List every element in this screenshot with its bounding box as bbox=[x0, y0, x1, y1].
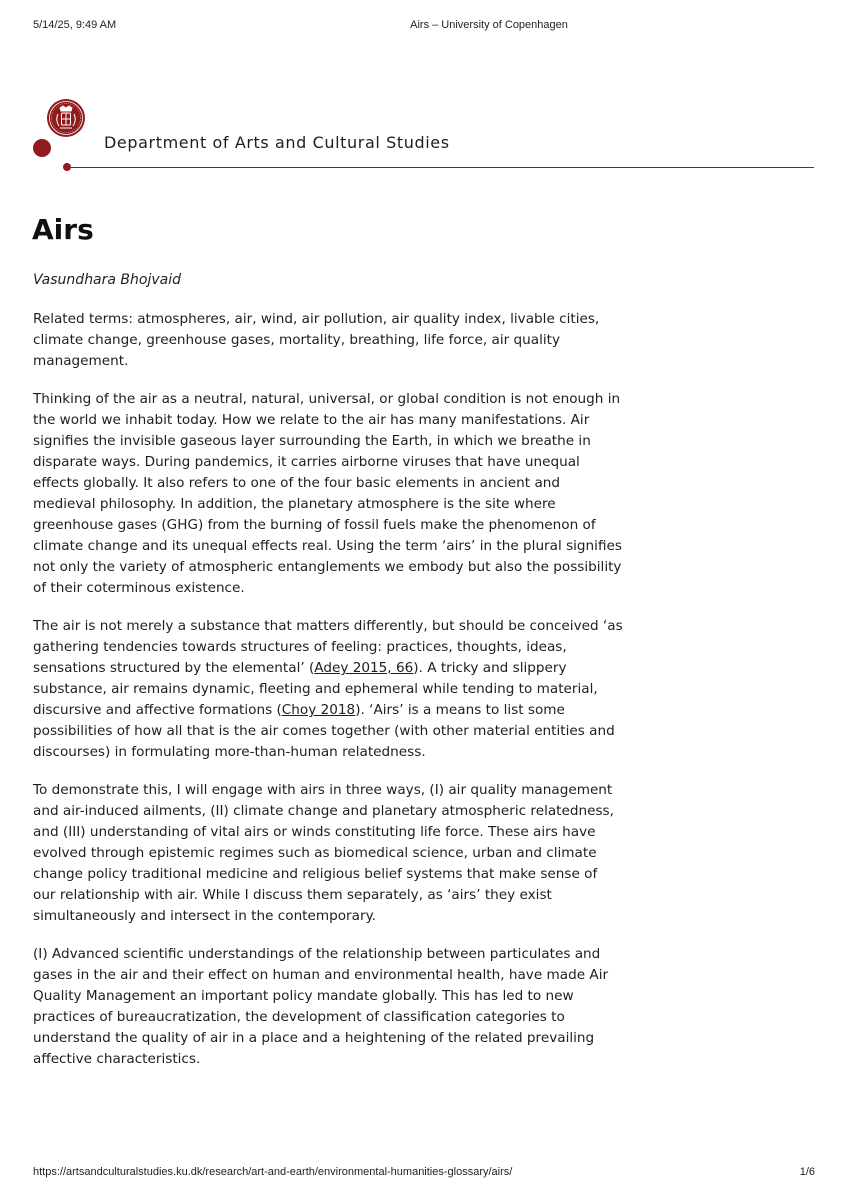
related-terms: Related terms: atmospheres, air, wind, air pollution, air quality index, livable cities, climate change, greenhouse gases, mortality, breathing, life force, air quality management. bbox=[33, 311, 600, 369]
author-name: Vasundhara Bhojvaid bbox=[33, 272, 181, 288]
print-datetime: 5/14/25, 9:49 AM bbox=[33, 19, 117, 31]
paragraph-2 bbox=[33, 616, 623, 763]
university-logo[interactable] bbox=[30, 98, 88, 174]
paragraph-2-text-3: ). ‘Airs’ is a means to list some possibilities of how all that is the air comes together (with other material entities and discourses) in formulating more-than-human relatedness. bbox=[33, 702, 615, 760]
print-page-title: Airs – University of Copenhagen bbox=[410, 19, 568, 31]
paragraph-1: Thinking of the air as a neutral, natural, universal, or global condition is not enough in the world we inhabit today. How we relate to the air has many manifestations. Air signifies the invisible gaseous layer surrounding the Earth, in which we breathe in disparate ways. During pandemics, it carries airborne viruses that have unequal effects globally. It also refers to one of the four basic elements in ancient and medieval philosophy. In addition, the planetary atmosphere is the site where greenhouse gases (GHG) from the burning of fossil fuels make the phenomenon of climate change and its unequal effects real. Using the term ‘airs’ in the plural signifies not only the variety of atmospheric entanglements we embody but also the possibility of their coterminous existence. bbox=[33, 391, 622, 596]
print-page-number: 1/6 bbox=[799, 1166, 815, 1178]
header-divider bbox=[68, 167, 814, 168]
university-seal-icon bbox=[30, 98, 88, 174]
page-title: Airs bbox=[32, 213, 94, 246]
print-url: https://artsandculturalstudies.ku.dk/research/art-and-earth/environmental-humanities-glossary/airs/ bbox=[33, 1166, 513, 1178]
paragraph-2-text-2: ). A tricky and slippery substance, air remains dynamic, fleeting and ephemeral while tending to material, discursive and affective formations ( bbox=[33, 660, 598, 718]
citation-link-adey[interactable]: Adey 2015, 66 bbox=[314, 660, 414, 676]
article-body bbox=[33, 309, 623, 1087]
print-footer bbox=[0, 1166, 850, 1180]
paragraph-4: (I) Advanced scientific understandings of the relationship between particulates and gases in the air and their effect on human and environmental health, have made Air Quality Management an important policy mandate globally. This has led to new practices of bureaucratization, the development of classification categories to understand the quality of air in a place and a heightening of the related prevailing affective characteristics. bbox=[33, 946, 609, 1067]
department-name[interactable]: Department of Arts and Cultural Studies bbox=[104, 133, 450, 152]
paragraph-2-text-1: The air is not merely a substance that matters differently, but should be conceived ‘as gathering tendencies towards structures of feeling: practices, thoughts, ideas, sensations structured by the elemental’ ( bbox=[33, 618, 623, 676]
citation-link-choy[interactable]: Choy 2018 bbox=[281, 702, 356, 718]
print-header bbox=[0, 19, 850, 33]
paragraph-3: To demonstrate this, I will engage with airs in three ways, (I) air quality management and air-induced ailments, (II) climate change and planetary atmospheric relatedness, and (III) understanding of vital airs or winds constituting life force. These airs have evolved through epistemic regimes such as biomedical science, urban and climate change policy traditional medicine and religious belief systems that make sense of our relationship with air. While I discuss them separately, as ‘airs’ they exist simultaneously and intersect in the contemporary. bbox=[33, 782, 614, 924]
